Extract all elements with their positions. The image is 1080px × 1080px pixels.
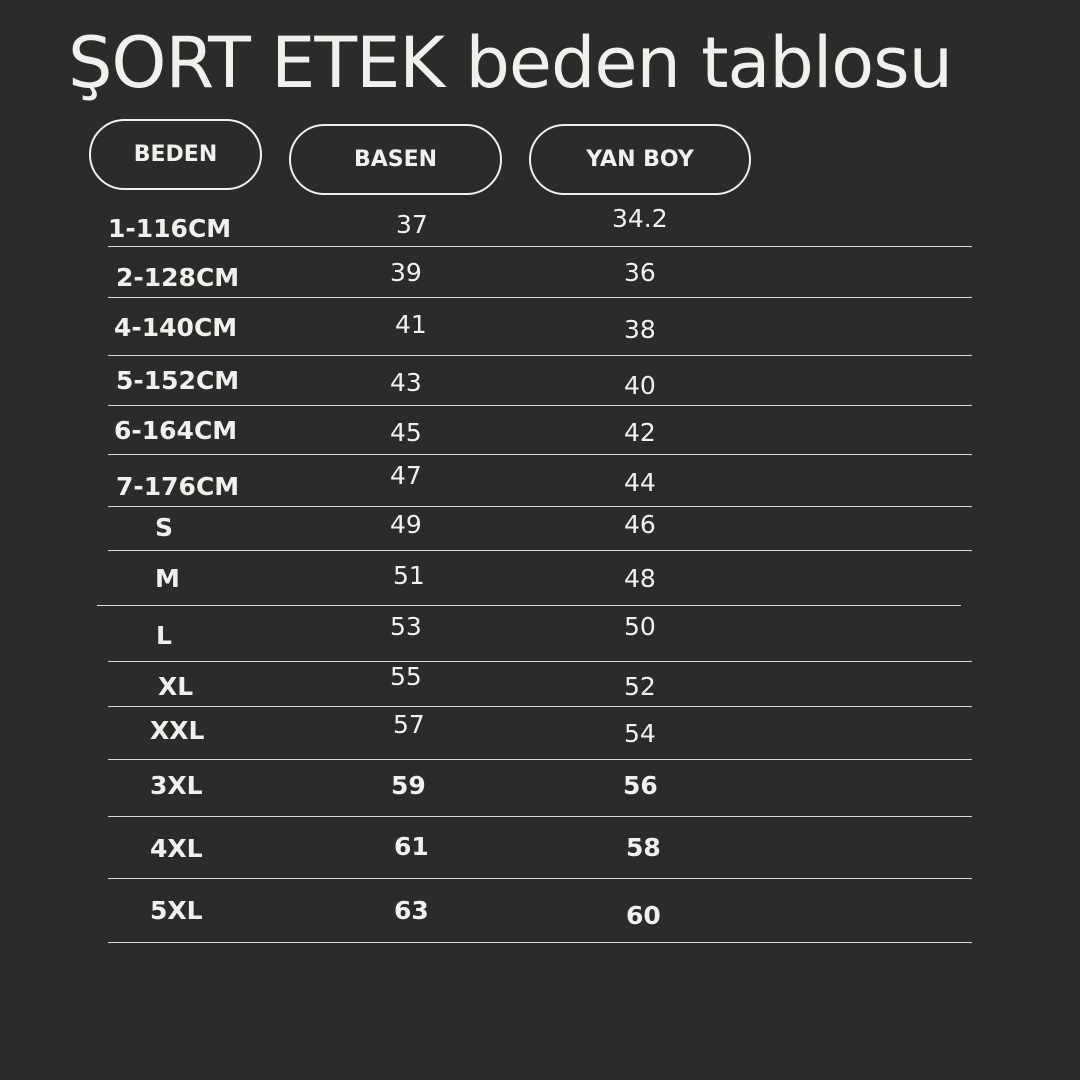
row-1-side-length: 34.2 [612, 204, 668, 233]
row-9-size: L [156, 621, 172, 650]
row-5-hip: 45 [390, 418, 422, 447]
row-divider [108, 454, 972, 455]
column-header-hip: BASEN [289, 124, 502, 195]
row-8-hip: 51 [393, 561, 425, 590]
row-5-size: 6-164CM [114, 416, 238, 445]
row-divider [108, 942, 972, 943]
row-13-size: 4XL [150, 834, 203, 863]
row-3-hip: 41 [395, 310, 427, 339]
row-3-size: 4-140CM [114, 313, 238, 342]
row-7-hip: 49 [390, 510, 422, 539]
row-divider [108, 355, 972, 356]
row-divider [108, 246, 972, 247]
row-14-size: 5XL [150, 896, 203, 925]
row-14-hip: 63 [394, 896, 429, 925]
row-14-side-length: 60 [626, 901, 661, 930]
row-divider [108, 297, 972, 298]
row-2-hip: 39 [390, 258, 422, 287]
row-divider [108, 759, 972, 760]
row-1-hip: 37 [396, 210, 428, 239]
row-1-size: 1-116CM [108, 214, 232, 243]
row-12-side-length: 56 [623, 771, 658, 800]
row-12-hip: 59 [391, 771, 426, 800]
row-4-size: 5-152CM [116, 366, 240, 395]
row-11-size: XXL [150, 716, 205, 745]
row-divider [108, 706, 972, 707]
row-7-size: S [155, 513, 174, 542]
row-13-side-length: 58 [626, 833, 661, 862]
row-divider [108, 506, 972, 507]
row-8-side-length: 48 [624, 564, 656, 593]
row-11-side-length: 54 [624, 719, 656, 748]
row-5-side-length: 42 [624, 418, 656, 447]
row-8-size: M [155, 564, 180, 593]
row-2-side-length: 36 [624, 258, 656, 287]
row-10-hip: 55 [390, 662, 422, 691]
row-divider [108, 550, 972, 551]
row-4-hip: 43 [390, 368, 422, 397]
row-6-side-length: 44 [624, 468, 656, 497]
row-6-size: 7-176CM [116, 472, 240, 501]
row-2-size: 2-128CM [116, 263, 240, 292]
row-divider [108, 816, 972, 817]
column-header-size: BEDEN [89, 119, 262, 190]
row-11-hip: 57 [393, 710, 425, 739]
row-4-side-length: 40 [624, 371, 656, 400]
row-10-size: XL [158, 672, 194, 701]
row-6-hip: 47 [390, 461, 422, 490]
row-13-hip: 61 [394, 832, 429, 861]
row-divider [97, 605, 961, 606]
row-divider [108, 405, 972, 406]
row-divider [108, 661, 972, 662]
row-12-size: 3XL [150, 771, 203, 800]
column-header-side-length: YAN BOY [529, 124, 751, 195]
row-9-side-length: 50 [624, 612, 656, 641]
row-10-side-length: 52 [624, 672, 656, 701]
row-9-hip: 53 [390, 612, 422, 641]
page-title: ŞORT ETEK beden tablosu [68, 22, 952, 104]
row-3-side-length: 38 [624, 315, 656, 344]
row-7-side-length: 46 [624, 510, 656, 539]
row-divider [108, 878, 972, 879]
